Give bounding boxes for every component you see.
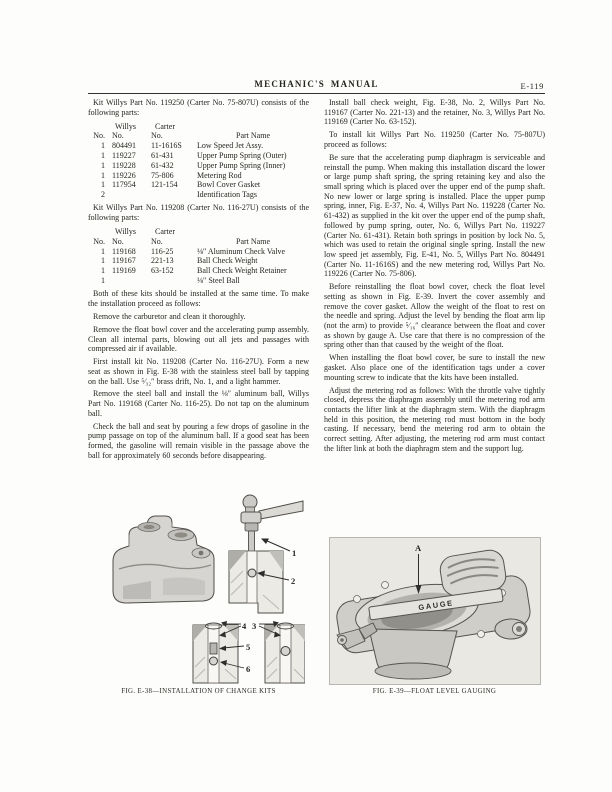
body-paragraph: To install kit Willys Part No. 119250 (Carter No. 75-807U) proceed as follows: — [324, 130, 545, 149]
carter-col-label: No. — [151, 236, 163, 246]
table-row: 1 119228 61-432 Upper Pump Spring (Inner) — [101, 160, 286, 170]
table-row: 1 117954 121-154 Bowl Cover Gasket — [101, 180, 261, 190]
part-name-col-label: Part Name — [236, 131, 270, 141]
right-column — [324, 98, 545, 695]
willys-col-label: No. — [112, 131, 124, 141]
retainer-illustration — [210, 643, 217, 654]
table-column-header — [90, 131, 309, 141]
table-group-header — [90, 227, 309, 237]
kit1-parts-table — [90, 122, 309, 200]
callout-label: 6 — [245, 664, 250, 674]
float-gauging-illustration — [329, 537, 541, 685]
body-paragraph: When installing the float bowl cover, be sure to install the new gasket. Also place one of the identification tags under a cover mounting screw to indicate that the kits have been installed. — [324, 353, 545, 382]
page-header — [88, 78, 545, 94]
qty-col-label: No. — [93, 236, 105, 246]
willys-col-label: No. — [112, 236, 124, 246]
body-paragraph: Install ball check weight, Fig. E-38, No. 2, Willys Part No. 119167 (Carter No. 221-13) and the retainer, No. 3, Willys Part No. 119169 (Carter No. 63-152). — [324, 98, 545, 127]
aluminum-ball-illustration — [209, 657, 217, 665]
point-a-label: A — [414, 543, 421, 553]
kit1-intro-paragraph: Kit Willys Part No. 119250 (Carter No. 75-807U) consists of the following parts: — [88, 98, 309, 117]
callout-label: 4 — [241, 621, 246, 631]
body-paragraph: Both of these kits should be installed at the same time. To make the installation proceed as follows: — [88, 289, 309, 309]
body-paragraph: First install kit No. 119208 (Carter No. 116-27U). Form a new seat as shown in Fig. E-38 with the stainless steel ball by tapping on the ball. Use ⁵⁄₃₂″ brass drift, No. 1, and a light hammer. — [88, 357, 309, 386]
table-row: 1 119226 75-806 Metering Rod — [101, 170, 242, 180]
gauge-label: GAUGE — [417, 598, 454, 613]
callout-label: 3 — [251, 621, 256, 631]
table-row: 1 119167 221-13 Ball Check Weight — [101, 256, 258, 266]
callout-label: 1 — [291, 548, 296, 558]
check-ball-illustration — [281, 647, 290, 656]
seat-section-illustration — [265, 623, 305, 683]
body-paragraph: Adjust the metering rod as follows: With the throttle valve tightly closed, depress the diaphragm assembly until the metering rod arm contacts the lifter link at the diaphragm stem. With the diaphragm held in this position, the metering rod must bottom in the body casting. If necessary, bend the metering rod arm to obtain the correct setting. After adjusting, the metering rod arm must contact the lifter link at both the diaphragm stem and the support lug. — [324, 385, 545, 453]
table-row: 2 Identification Tags — [101, 190, 257, 200]
two-column-body — [88, 98, 545, 695]
table-row: 1 804491 11-1616S Low Speed Jet Assy. — [101, 141, 264, 151]
change-kits-illustration — [93, 491, 305, 685]
body-paragraph: Before reinstalling the float bowl cover, check the float level setting as shown in Fig. E-39. Invert the cover assembly and remove the cover gasket. Allow the weight of the float to rest on the needle and spring. Adjust the level by bending the float arm lip (not the arm) to provide ⁵⁄₁₆″ clearance between the float and cover as shown by gauge A. Use care that there is no compression of the spring other than that caused by the weight of the float. — [324, 282, 545, 350]
table-row: 1 119227 61-431 Upper Pump Spring (Outer) — [101, 150, 287, 160]
qty-col-label: No. — [93, 131, 105, 141]
pump-passage-section-illustration — [229, 551, 283, 613]
page-title: MECHANIC'S MANUAL — [254, 79, 379, 89]
body-paragraph: Check the ball and seat by pouring a few drops of gasoline in the pump passage on top of the aluminum ball. If a good seat has been formed, the gasoline will remain visible in the passage above the ball for approximately 60 seconds before disappearing. — [88, 421, 309, 460]
figure-e39 — [324, 537, 545, 695]
left-column — [88, 98, 309, 695]
carter-group-label: Carter — [155, 121, 175, 131]
carburetor-body-illustration — [113, 516, 214, 603]
table-row: 1 ⅛″ Steel Ball — [101, 276, 240, 286]
table-group-header — [90, 122, 309, 132]
table-column-header — [90, 237, 309, 247]
steel-ball-illustration — [248, 569, 256, 577]
fuel-inlet-illustration — [495, 619, 527, 639]
body-paragraph: Remove the steel ball and install the ⅛″ aluminum ball, Willys Part No. 119168 (Carter No. 116-25). Do not tap on the aluminum ball. — [88, 389, 309, 418]
willys-group-label: Willys — [115, 227, 137, 237]
part-name-col-label: Part Name — [236, 236, 270, 246]
check-valve-section-illustration — [193, 623, 238, 683]
table-row: 1 119168 116-25 ⅛″ Aluminum Check Valve — [101, 246, 286, 256]
carter-group-label: Carter — [155, 227, 175, 237]
kit2-intro-paragraph: Kit Willys Part No. 119208 (Carter No. 116-27U) consists of the following parts: — [88, 203, 309, 223]
figure-e38 — [88, 491, 309, 695]
table-row: 1 119169 63-152 Ball Check Weight Retainer — [101, 266, 287, 276]
body-paragraph: Be sure that the accelerating pump diaphragm is serviceable and reinstall the pump. When making this installation discard the lower or large pump shaft spring, the spring retaining key and also the small spring which is placed over the upper end of the pump shaft. No new lower or large spring is installed. Place the upper pump spring, inner, Fig. E-37, No. 4, Willys Part No. 119228 (Carter No. 61-432) as supplied in the kit over the upper end of the pump shaft, followed by pump spring, outer, No. 6, Willys Part No. 119227 (Carter No. 61-431). Retain both springs in position by lock No. 5, which was used to retain the original single spring. Install the new low speed jet assembly, Fig. E-41, No. 5, Willys Part No. 804491 (Carter No. 11-1616S) and the new metering rod, Willys Part No. 119226 (Carter No. 75-806). — [324, 152, 545, 279]
kit2-parts-table — [90, 227, 309, 286]
page-number: E-119 — [520, 80, 544, 91]
body-paragraph: Remove the carburetor and clean it thoroughly. — [93, 311, 246, 321]
willys-group-label: Willys — [115, 121, 137, 131]
figure-e39-caption: FIG. E-39—FLOAT LEVEL GAUGING — [372, 688, 497, 695]
callout-label: 2 — [290, 576, 295, 586]
carter-col-label: No. — [151, 131, 163, 141]
body-paragraph: Remove the float bowl cover and the accelerating pump assembly. Clean all internal parts, blowing out all jets and passages with compressed air if available. — [88, 324, 309, 354]
callout-label: 5 — [245, 642, 250, 652]
figure-e38-caption: FIG. E-38—INSTALLATION OF CHANGE KITS — [121, 688, 276, 695]
